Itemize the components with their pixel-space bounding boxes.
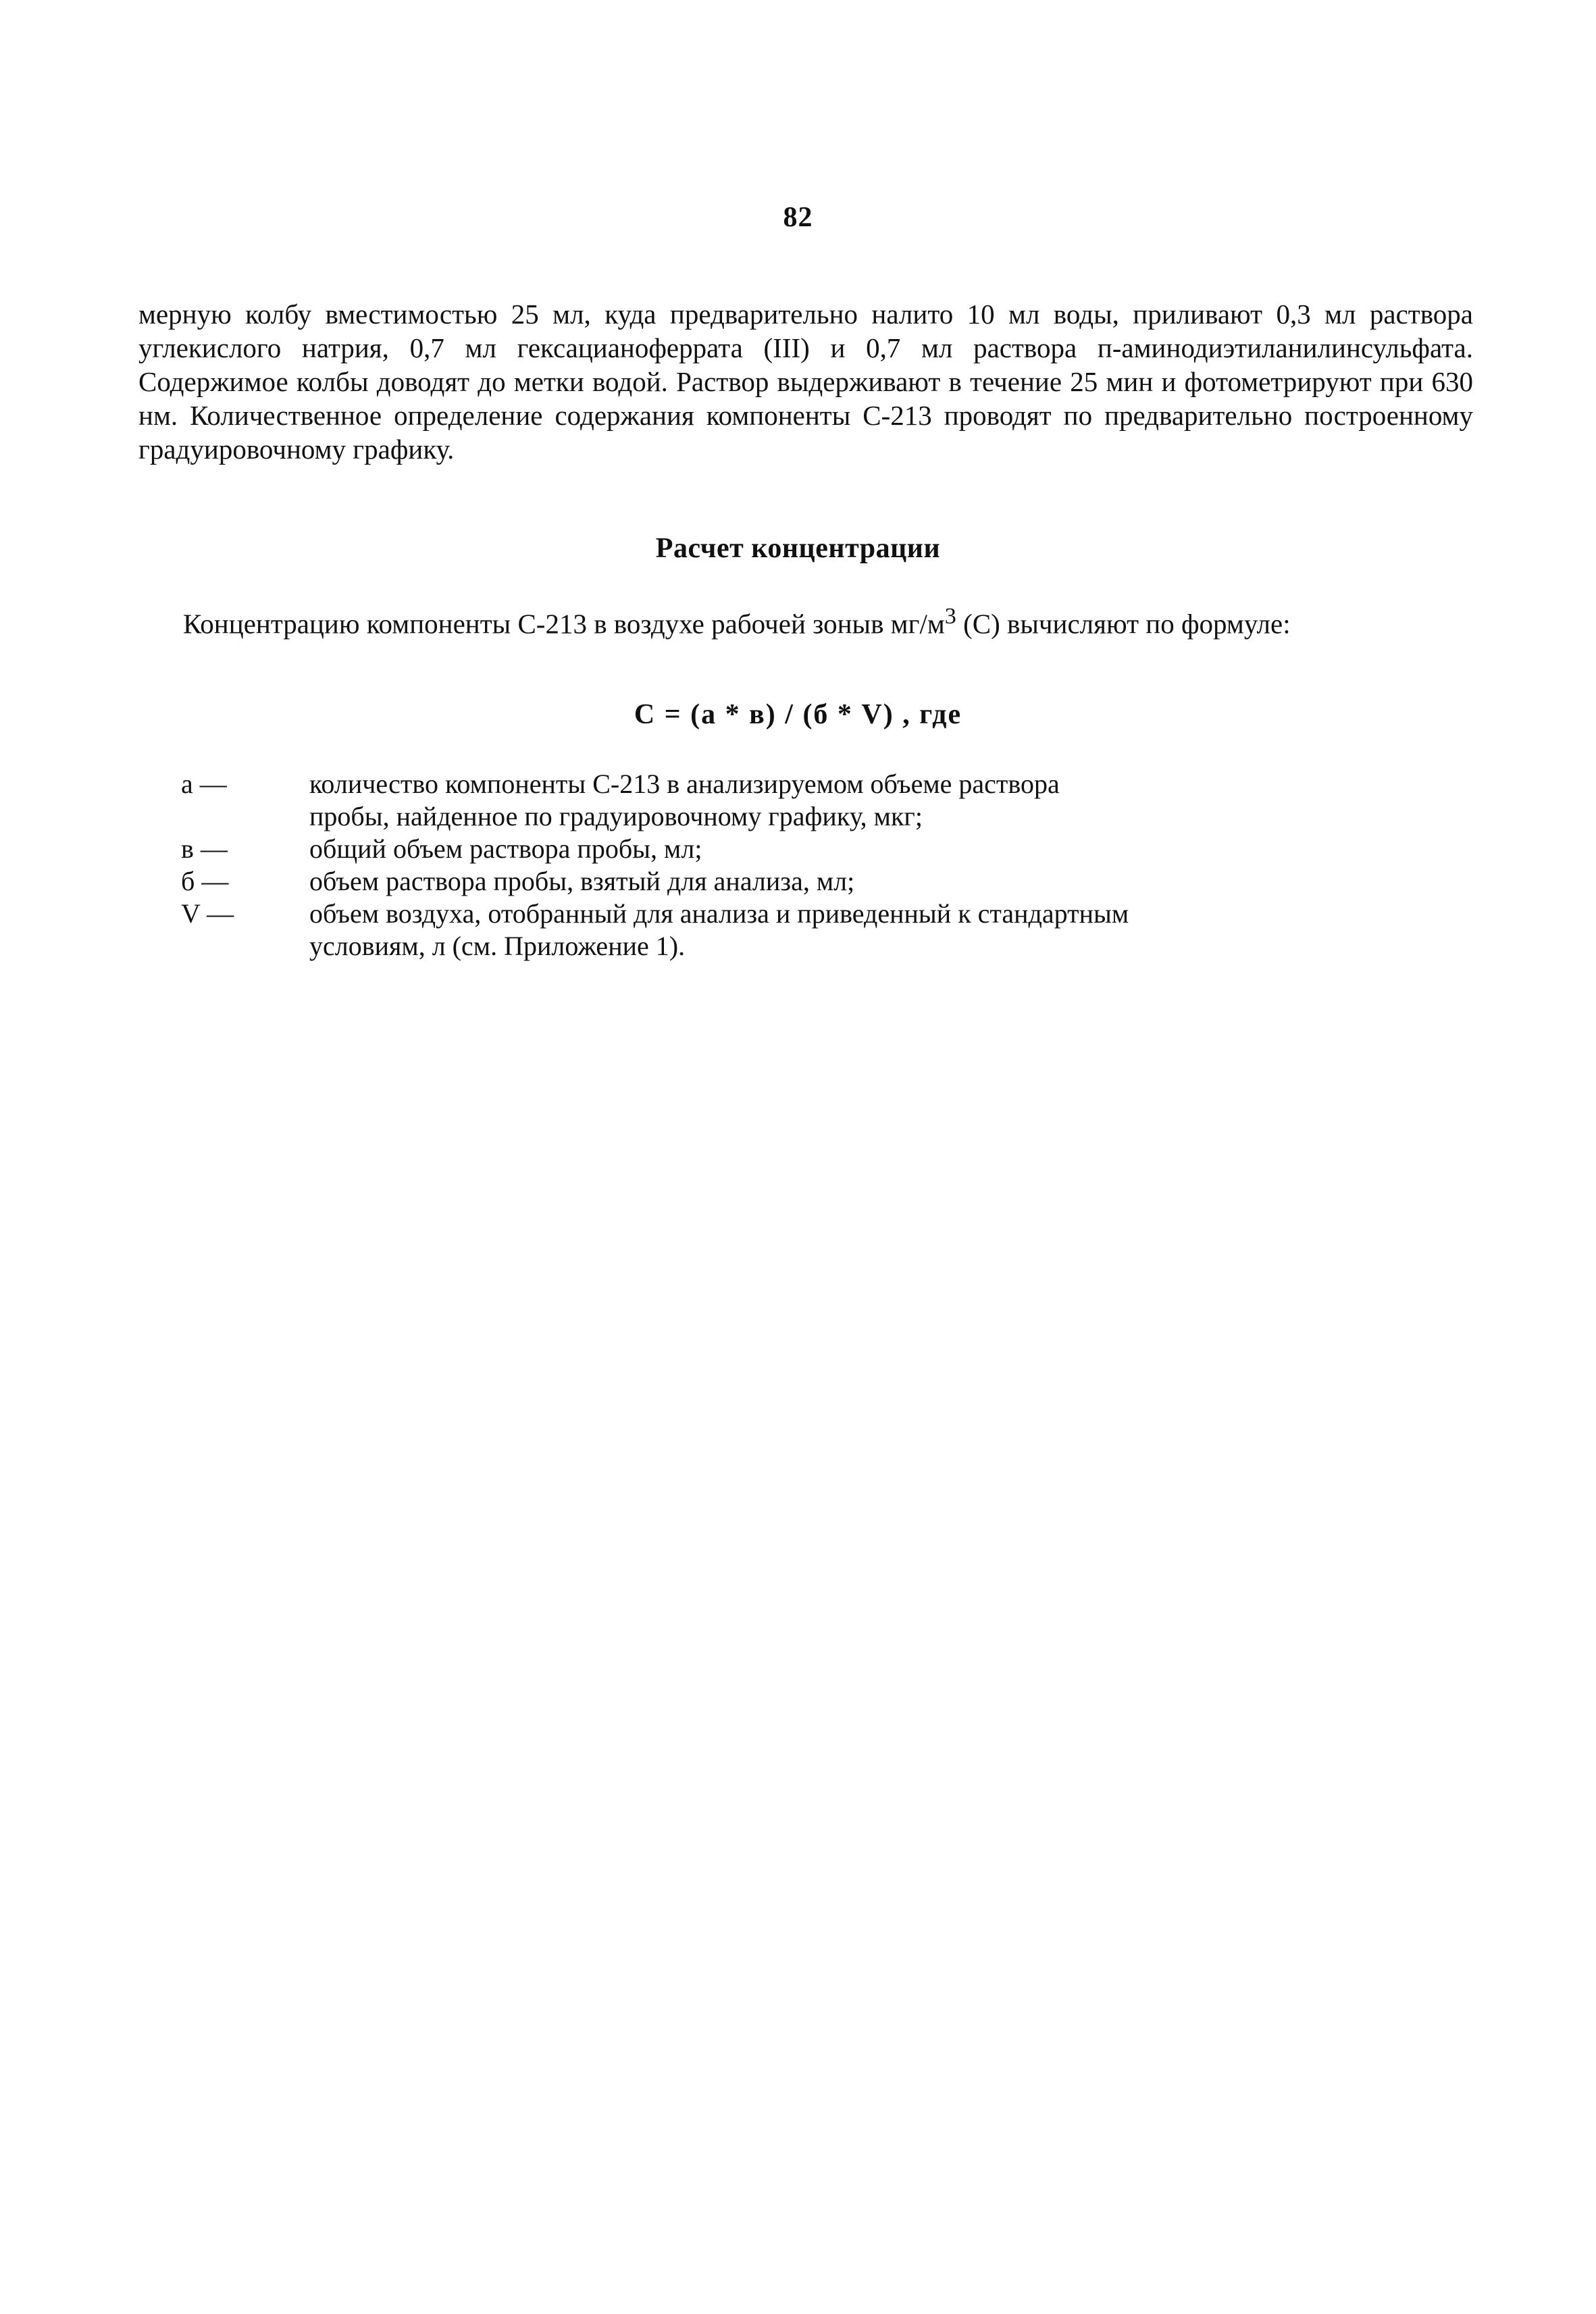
- intro-paragraph: мерную колбу вместимостью 25 мл, куда предварительно налито 10 мл воды, приливают 0,3 мл раствора углекислого натрия, 0,7 мл гексацианоферрата (III) и 0,7 мл раствора п-аминодиэтиланилинсульфата. Содержимое колбы доводят до метки водой. Раствор выдерживают в течение 25 мин и фотометрируют при 630 нм. Количественное определение содержания компоненты С-213 проводят по предварительно построенному градуировочному графику.: [138, 299, 1473, 465]
- definition-text: общий объем раствора пробы, мл;: [309, 833, 702, 864]
- page-number: 82: [783, 202, 813, 233]
- definition-symbol: б —: [181, 866, 229, 896]
- definition-symbol: а —: [181, 769, 227, 799]
- definition-text: объем воздуха, отобранный для анализа и приведенный к стандартным условиям, л (см. Приложение 1).: [309, 898, 1129, 961]
- definition-item-a: [181, 768, 1140, 833]
- definition-text: количество компоненты С-213 в анализируемом объеме раствора пробы, найденное по градуировочному графику, мкг;: [309, 769, 1060, 831]
- definition-item-b: [181, 865, 1140, 898]
- concentration-text-start: Концентрацию компоненты С-213 в воздухе рабочей зоныв мг/м: [183, 608, 945, 640]
- definition-item-v: [181, 833, 1140, 865]
- definition-text: объем раствора пробы, взятый для анализа, мл;: [309, 866, 855, 896]
- concentration-text-end: (С) вычисляют по формуле:: [956, 608, 1291, 640]
- concentration-paragraph: [138, 600, 1473, 641]
- definition-item-volume: [181, 898, 1140, 962]
- definition-symbol: в —: [181, 833, 228, 864]
- unit-superscript: 3: [944, 604, 956, 629]
- definitions-list: [181, 768, 1140, 962]
- section-heading: Расчет концентрации: [655, 533, 941, 564]
- definition-symbol: V —: [181, 898, 234, 929]
- formula: С = (а * в) / (б * V) , где: [634, 699, 962, 730]
